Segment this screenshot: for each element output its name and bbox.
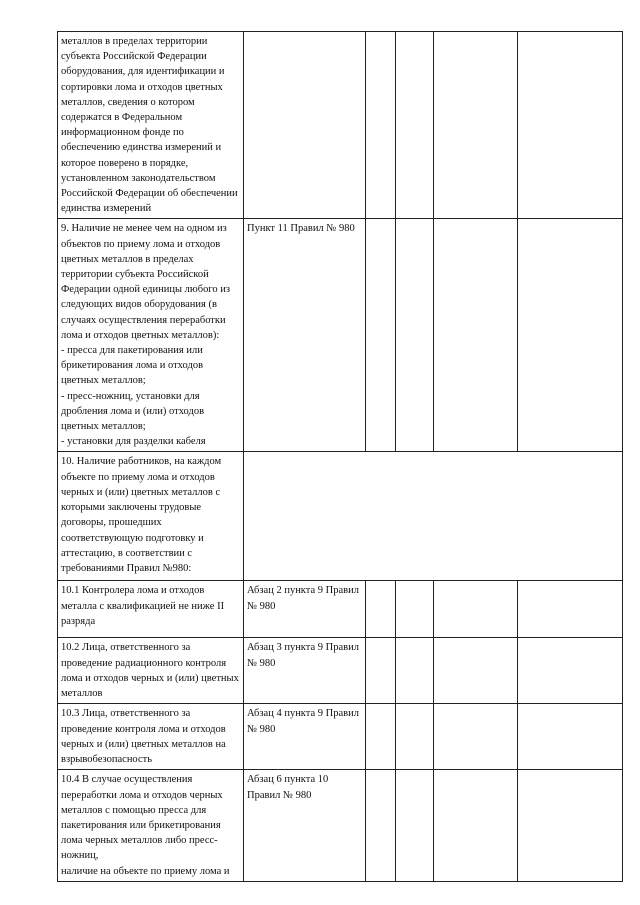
requirement-cell: 10. Наличие работников, на каждом объекте по приему лома и отходов черных и (или) цветных металлов с которыми заключены трудовые договоры, прошедших соответствующую подготовку и аттестацию, в соответствии с требованиями Правил №980:: [58, 452, 244, 581]
answer-no-cell: [396, 219, 434, 452]
answer-no-cell: [396, 32, 434, 219]
answer-no-cell: [396, 638, 434, 704]
reference-cell: Абзац 4 пункта 9 Правил № 980: [244, 704, 366, 770]
reference-cell: Абзац 2 пункта 9 Правил № 980: [244, 581, 366, 638]
notes-cell: [518, 32, 623, 219]
requirement-cell: 10.4 В случае осуществления переработки лома и отходов черных металлов с помощью пресса для пакетирования или брикетирования лома черных металлов либо пресс-ножниц, наличие на объекте по приему лома и: [58, 770, 244, 882]
requirement-cell: металлов в пределах территории субъекта Российской Федерации оборудования, для идентификации и сортировки лома и отходов цветных металлов, сведения о котором содержатся в Федеральном информационном фонде по обеспечению единства измерений и которое поверено в порядке, установленном законодательством Российской Федерации об обеспечении единства измерений: [58, 32, 244, 219]
notes-cell: [518, 704, 623, 770]
table-row: [58, 581, 623, 638]
table-row: [58, 638, 623, 704]
answer-no-cell: [396, 704, 434, 770]
merged-empty-cell: [244, 452, 623, 581]
reference-cell: [244, 32, 366, 219]
notes-cell: [518, 770, 623, 882]
not-applicable-cell: [434, 581, 518, 638]
table-row: [58, 704, 623, 770]
answer-yes-cell: [366, 704, 396, 770]
not-applicable-cell: [434, 770, 518, 882]
answer-no-cell: [396, 581, 434, 638]
table-row: [58, 452, 623, 581]
not-applicable-cell: [434, 704, 518, 770]
reference-cell: Пункт 11 Правил № 980: [244, 219, 366, 452]
answer-yes-cell: [366, 581, 396, 638]
table-row: [58, 32, 623, 219]
answer-yes-cell: [366, 770, 396, 882]
requirement-cell: 10.2 Лица, ответственного за проведение радиационного контроля лома и отходов черных и (или) цветных металлов: [58, 638, 244, 704]
reference-cell: Абзац 6 пункта 10 Правил № 980: [244, 770, 366, 882]
notes-cell: [518, 638, 623, 704]
requirement-cell: 9. Наличие не менее чем на одном из объектов по приему лома и отходов цветных металлов в пределах территории субъекта Российской Федерации одной единицы любого из следующих видов оборудования (в случаях осуществления переработки лома и отходов цветных металлов): - пресса для пакетирования или брикетирования лома и отходов цветных металлов; - пресс-ножниц, установки для дробления лома и (или) отходов цветных металлов; - установки для разделки кабеля: [58, 219, 244, 452]
notes-cell: [518, 581, 623, 638]
table-row: [58, 219, 623, 452]
answer-yes-cell: [366, 638, 396, 704]
not-applicable-cell: [434, 638, 518, 704]
answer-yes-cell: [366, 219, 396, 452]
not-applicable-cell: [434, 219, 518, 452]
reference-cell: Абзац 3 пункта 9 Правил № 980: [244, 638, 366, 704]
requirements-table: [57, 31, 623, 882]
answer-no-cell: [396, 770, 434, 882]
requirement-cell: 10.1 Контролера лома и отходов металла с квалификацией не ниже II разряда: [58, 581, 244, 638]
notes-cell: [518, 219, 623, 452]
requirement-cell: 10.3 Лица, ответственного за проведение контроля лома и отходов черных и (или) цветных металлов на взрывобезопасность: [58, 704, 244, 770]
table-row: [58, 770, 623, 882]
answer-yes-cell: [366, 32, 396, 219]
not-applicable-cell: [434, 32, 518, 219]
